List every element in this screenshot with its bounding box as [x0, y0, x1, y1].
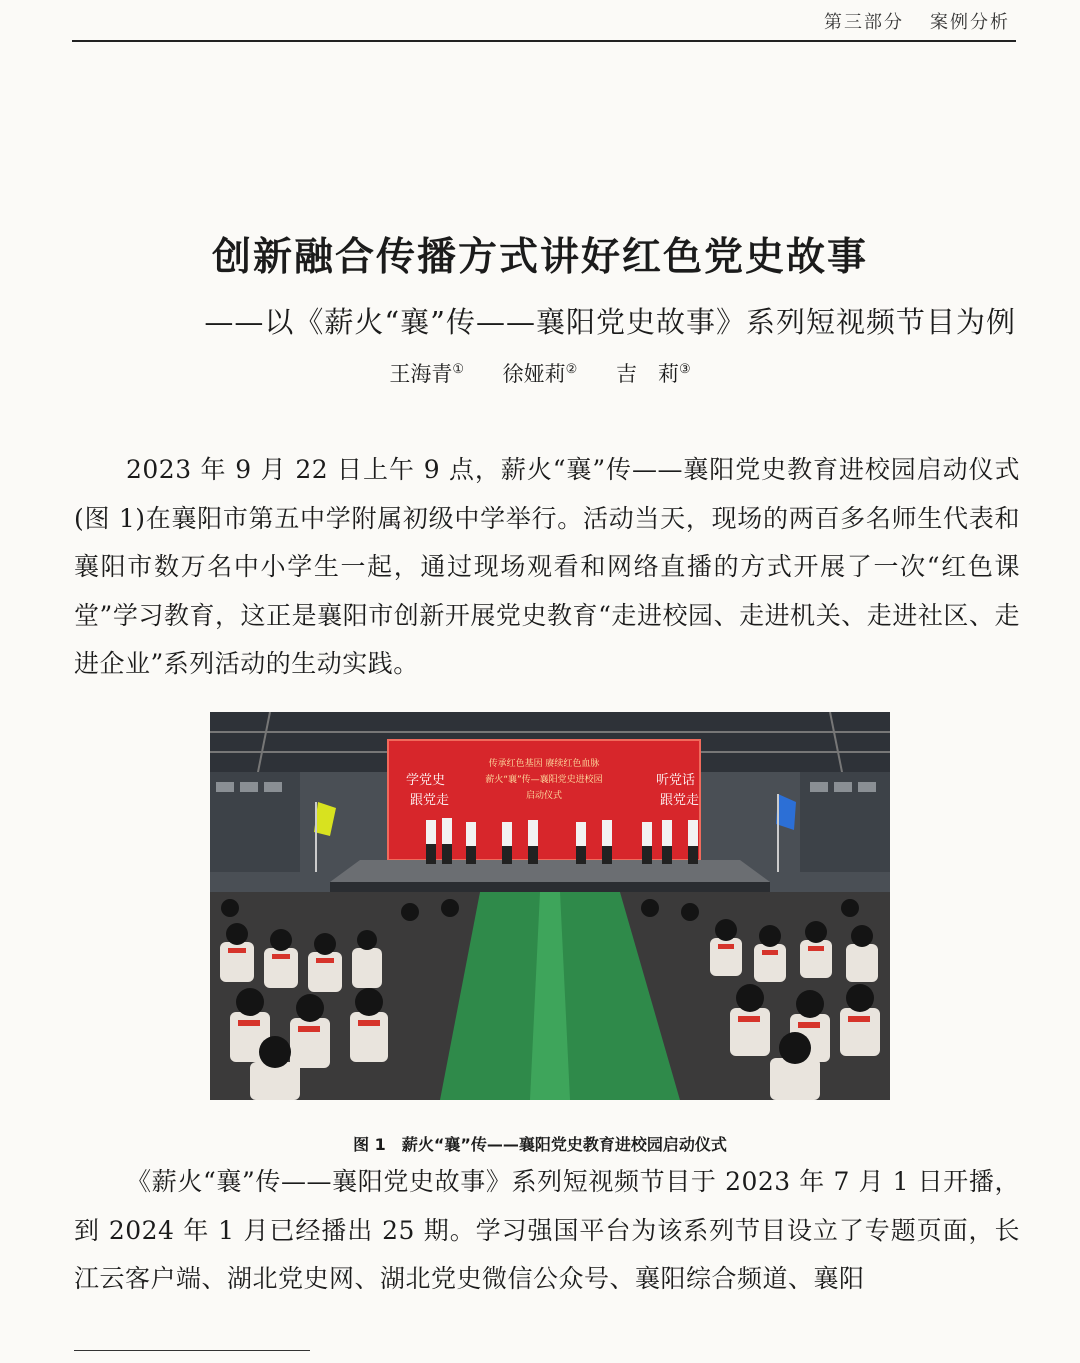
banner-left-line-2: 跟党走	[410, 793, 450, 808]
author-footnote-mark: ②	[565, 362, 578, 377]
author-list	[0, 358, 1080, 388]
article-subtitle: ——以《薪火“襄”传——襄阳党史故事》系列短视频节目为例	[204, 305, 1016, 339]
author-footnote-mark: ①	[452, 362, 464, 377]
running-head-part: 第三部分	[824, 12, 904, 33]
banner-left-line-1: 学党史	[406, 773, 446, 788]
running-head	[824, 8, 1010, 34]
author	[616, 358, 691, 388]
banner-right-line-2: 跟党走	[660, 793, 700, 808]
author-name: 徐娅莉	[502, 362, 566, 386]
paragraph-text: 《薪火“襄”传——襄阳党史故事》系列短视频节目于 2023 年 7 月 1 日开播，到 2024 年 1 月已经播出 25 期。学习强国平台为该系列节目设立了专题页面，长江云客户端、湖北党史网、湖北党史微信公众号、襄阳综合频道、襄阳	[74, 1167, 1020, 1293]
footnote-rule	[74, 1350, 310, 1351]
author-name: 王海青	[389, 362, 453, 386]
banner-center-line-3: 启动仪式	[525, 791, 563, 801]
author-footnote-mark: ③	[679, 362, 691, 377]
header-rule	[72, 40, 1016, 42]
author-name: 吉 莉	[616, 362, 680, 386]
running-head-section: 案例分析	[930, 12, 1010, 33]
paragraph-text: 2023 年 9 月 22 日上午 9 点，薪火“襄”传——襄阳党史教育进校园启动仪式(图 1)在襄阳市第五中学附属初级中学举行。活动当天，现场的两百多名师生代表和襄阳市数万名中小学生一起，通过现场观看和网络直播的方式开展了一次“红色课堂”学习教育，这正是襄阳市创新开展党史教育“走进校园、走进机关、走进社区、走进企业”系列活动的生动实践。	[74, 455, 1020, 678]
body-paragraph-2	[74, 1158, 1020, 1304]
author	[389, 358, 464, 388]
figure-caption	[0, 1132, 1080, 1155]
banner-center-line-2: 薪火“襄”传—襄阳党史进校园	[485, 775, 603, 785]
body-paragraph-1	[74, 446, 1020, 689]
author	[503, 358, 578, 388]
figure-caption-text: 薪火“襄”传——襄阳党史教育进校园启动仪式	[401, 1135, 727, 1154]
figure-number: 图 1	[353, 1135, 386, 1154]
banner-right-line-1: 听党话	[656, 773, 696, 788]
figure-photo	[210, 712, 890, 1100]
article-title: 创新融合传播方式讲好红色党史故事	[211, 235, 868, 280]
banner-center-line-1: 传承红色基因 赓续红色血脉	[488, 759, 600, 769]
